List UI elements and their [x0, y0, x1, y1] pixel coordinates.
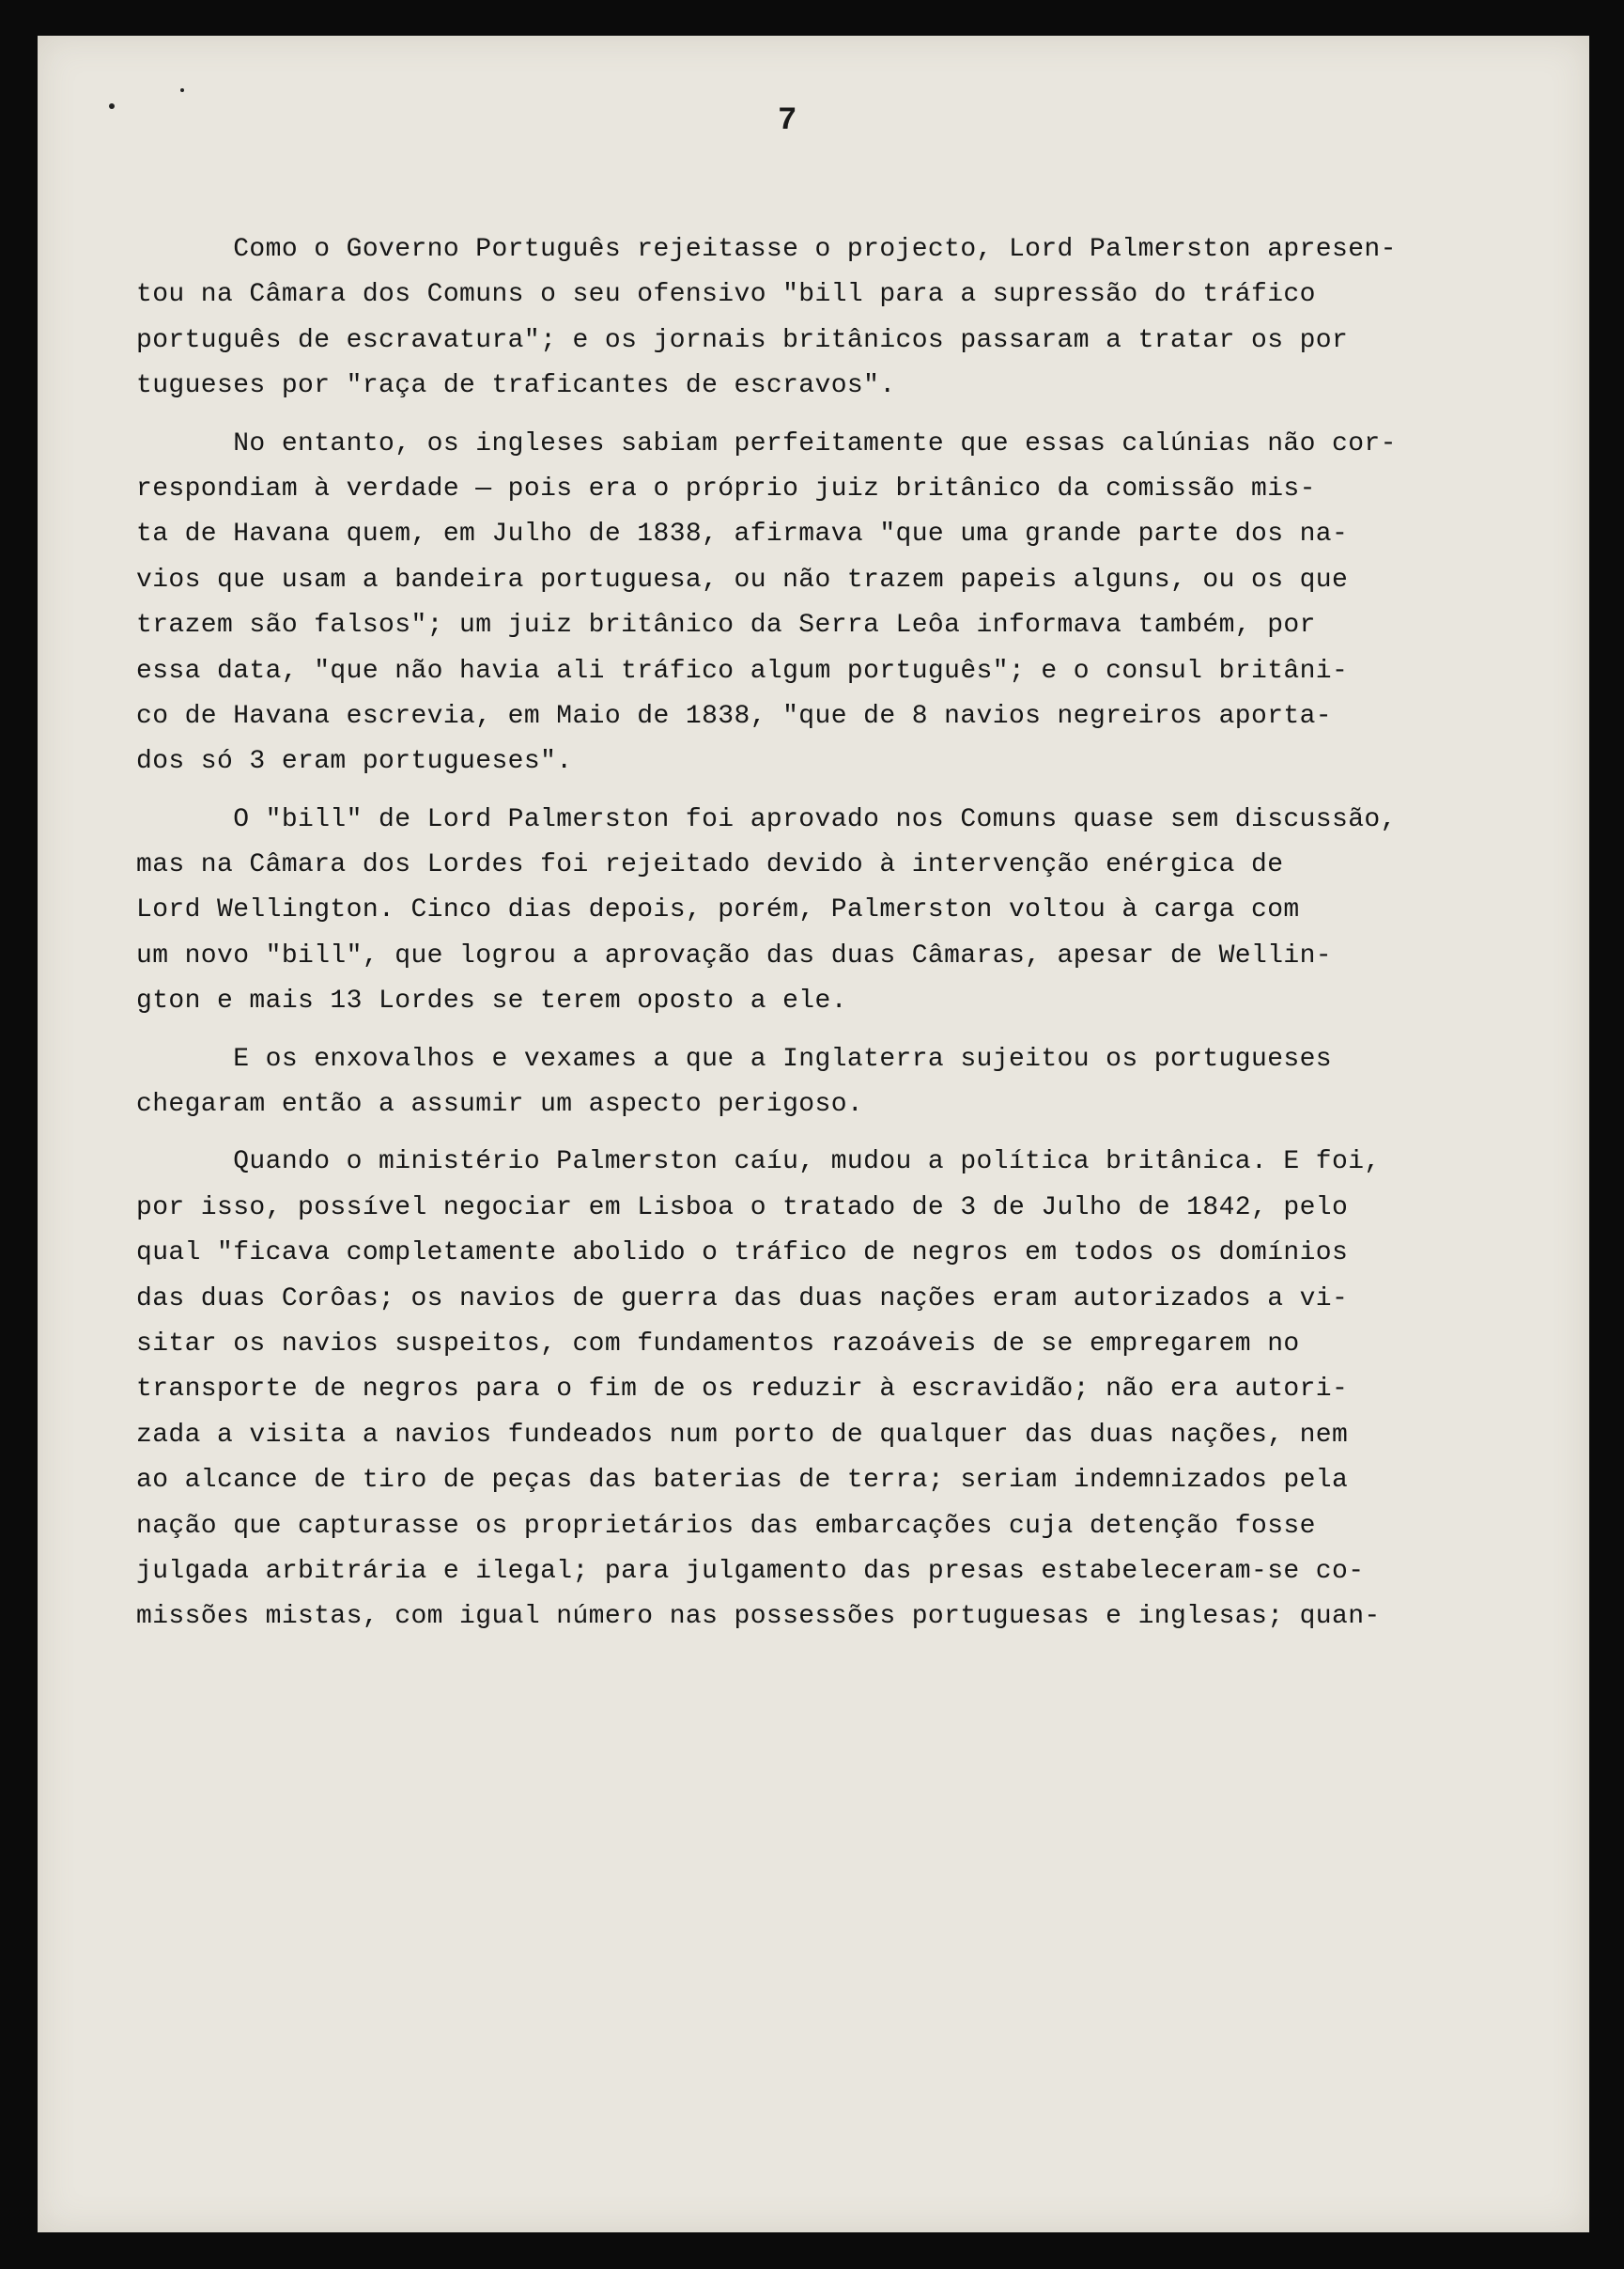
text-line: mas na Câmara dos Lordes foi rejeitado devido à intervenção enérgica de	[136, 850, 1284, 880]
text-line: Lord Wellington. Cinco dias depois, porém, Palmerston voltou à carga com	[136, 895, 1300, 925]
text-line: respondiam à verdade — pois era o próprio juiz britânico da comissão mis-	[136, 474, 1316, 504]
text-line: vios que usam a bandeira portuguesa, ou não trazem papeis alguns, ou os que	[136, 565, 1349, 595]
text-line: julgada arbitrária e ilegal; para julgamento das presas estabeleceram-se co-	[136, 1556, 1365, 1586]
paragraph	[136, 422, 1587, 785]
text-line: co de Havana escrevia, em Maio de 1838, "que de 8 navios negreiros aporta-	[136, 701, 1333, 731]
text-line: missões mistas, com igual número nas possessões portuguesas e inglesas; quan-	[136, 1602, 1381, 1632]
text-line: sitar os navios suspeitos, com fundamentos razoáveis de se empregarem no	[136, 1329, 1300, 1359]
text-line: um novo "bill", que logrou a aprovação das duas Câmaras, apesar de Wellin-	[136, 940, 1333, 971]
text-line: essa data, "que não havia ali tráfico algum português"; e o consul britâni-	[136, 656, 1349, 686]
text-line: tou na Câmara dos Comuns o seu ofensivo "bill para a supressão do tráfico	[136, 280, 1316, 310]
text-line: O "bill" de Lord Palmerston foi aprovado nos Comuns quase sem discussão,	[136, 804, 1397, 834]
page-mark-dot	[109, 103, 115, 109]
text-line: das duas Corôas; os navios de guerra das duas nações eram autorizados a vi-	[136, 1283, 1349, 1313]
text-line: transporte de negros para o fim de os reduzir à escravidão; não era autori-	[136, 1375, 1349, 1405]
text-line: gton e mais 13 Lordes se terem oposto a ele.	[136, 987, 847, 1017]
text-line: qual "ficava completamente abolido o tráfico de negros em todos os domínios	[136, 1238, 1349, 1268]
document-body	[136, 227, 1587, 1640]
paragraph	[136, 1037, 1587, 1128]
text-line: ta de Havana quem, em Julho de 1838, afirmava "que uma grande parte dos na-	[136, 520, 1349, 550]
text-line: português de escravatura"; e os jornais britânicos passaram a tratar os por	[136, 325, 1349, 355]
text-line: trazem são falsos"; um juiz britânico da Serra Leôa informava também, por	[136, 611, 1316, 641]
paragraph	[136, 227, 1587, 410]
text-line: E os enxovalhos e vexames a que a Inglaterra sujeitou os portugueses	[136, 1044, 1333, 1074]
text-line: dos só 3 eram portugueses".	[136, 747, 573, 777]
text-line: Como o Governo Português rejeitasse o projecto, Lord Palmerston apresen-	[136, 235, 1397, 264]
text-line: No entanto, os ingleses sabiam perfeitamente que essas calúnias não cor-	[136, 428, 1397, 458]
paragraph-gap	[136, 1127, 1587, 1140]
text-line: por isso, possível negociar em Lisboa o tratado de 3 de Julho de 1842, pelo	[136, 1192, 1349, 1222]
paragraph-gap	[136, 410, 1587, 422]
text-line: zada a visita a navios fundeados num porto de qualquer das duas nações, nem	[136, 1420, 1349, 1450]
text-line: tugueses por "raça de traficantes de escravos".	[136, 371, 896, 401]
paragraph	[136, 798, 1587, 1025]
page-number: 7	[778, 103, 797, 139]
page-mark-dot	[180, 88, 184, 92]
text-line: Quando o ministério Palmerston caíu, mudou a política britânica. E foi,	[136, 1147, 1381, 1177]
paragraph	[136, 1140, 1587, 1640]
paragraph-gap	[136, 1025, 1587, 1037]
text-line: nação que capturasse os proprietários das embarcações cuja detenção fosse	[136, 1511, 1316, 1541]
paragraph-gap	[136, 785, 1587, 798]
text-line: chegaram então a assumir um aspecto perigoso.	[136, 1090, 864, 1120]
text-line: ao alcance de tiro de peças das baterias de terra; seriam indemnizados pela	[136, 1466, 1349, 1496]
